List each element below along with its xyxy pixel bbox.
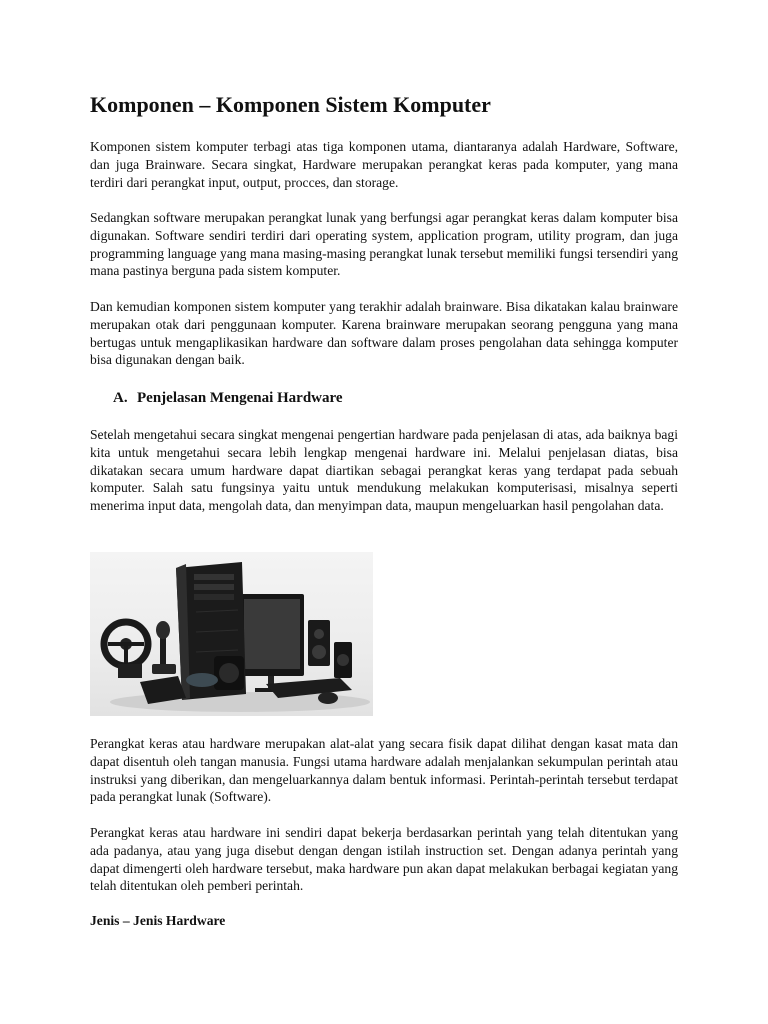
intro-paragraph-1: Komponen sistem komputer terbagi atas tiga komponen utama, diantaranya adalah Hardware, Software, dan juga Brainware. Secara singkat, Hardware merupakan perangkat keras pada komputer, yang mana terdiri dari perangkat input, output, procces, dan storage.: [90, 139, 678, 190]
section-number: A.: [113, 390, 128, 406]
intro-paragraph-2: Sedangkan software merupakan perangkat lunak yang berfungsi agar perangkat keras dalam komputer bisa digunakan. Software sendiri terdiri dari operating system, application program, utility program, dan juga programming language yang mana masing-masing perangkat lunak tersebut memiliki fungsi tersendiri yang mana pastinya berguna pada sistem komputer.: [90, 210, 678, 279]
hardware-intro-paragraph: Setelah mengetahui secara singkat mengenai pengertian hardware pada penjelasan di atas, ada baiknya bagi kita untuk mengetahui secara lebih lengkap mengenai hardware ini. Melalui penjelasan diatas, bisa dikatakan secara umum hardware dapat diartikan sebagai perangkat keras yang terdapat pada sebuah komputer. Salah satu fungsinya yaitu untuk mendukung melakukan komputerisasi, misalnya seperti menerima input data, mengolah data, dan menyimpan data, maupun mengeluarkan hasil pengolahan data.: [90, 427, 678, 514]
hardware-paragraph-2: Perangkat keras atau hardware ini sendiri dapat bekerja berdasarkan perintah yang telah ditentukan yang ada padanya, atau yang juga disebut dengan dengan istilah instruction set. Dengan adanya perintah yang dapat dimengerti oleh hardware tersebut, maka hardware pun akan dapat melakukan berbagai kegiatan yang telah ditentukan oleh pemberi perintah.: [90, 825, 678, 894]
subheading-hardware-types: Jenis – Jenis Hardware: [90, 913, 226, 928]
hardware-paragraph-1: Perangkat keras atau hardware merupakan alat-alat yang secara fisik dapat dilihat dengan kasat mata dan dapat disentuh oleh tangan manusia. Fungsi utama hardware adalah menjalankan sekumpulan perintah atau instruksi yang diberikan, dan mengeluarkannya dalam bentuk informasi. Perintah-perintah tersebut terdapat pada perangkat lunak (Software).: [90, 736, 678, 805]
hardware-illustration: [90, 552, 373, 716]
hardware-photo: [90, 552, 373, 716]
page-title: Komponen – Komponen Sistem Komputer: [90, 92, 491, 117]
section-heading-text: Penjelasan Mengenai Hardware: [137, 390, 343, 406]
section-heading-a: [113, 390, 343, 407]
intro-paragraph-3: Dan kemudian komponen sistem komputer yang terakhir adalah brainware. Bisa dikatakan kalau brainware merupakan otak dari penggunaan komputer. Karena brainware merupakan seorang pengguna yang mana bertugas untuk mengaplikasikan hardware dan software dalam proses pengolahan data sehingga komputer bisa digunakan dengan baik.: [90, 299, 678, 368]
